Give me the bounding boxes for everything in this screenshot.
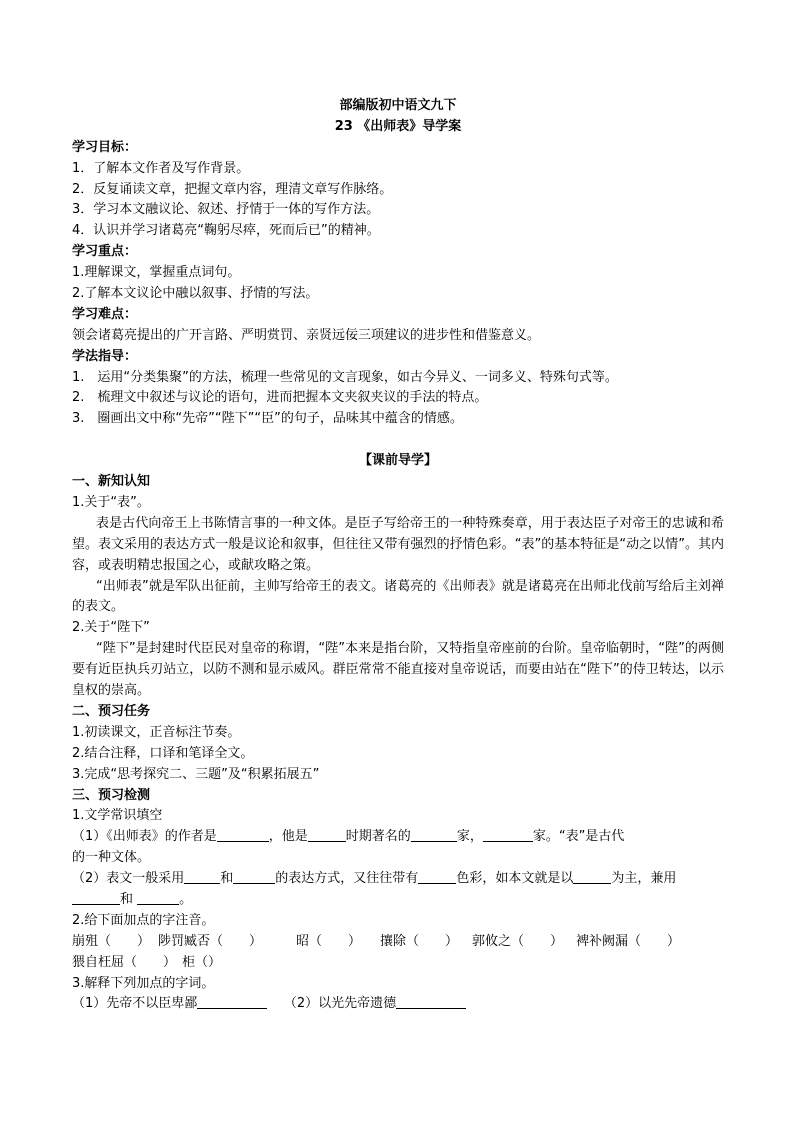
section3-title: 三、预习检测 <box>72 787 151 803</box>
method-item: 2. 梳理文中叙述与议论的语句，进而把握本文夹叙夹议的手法的特点。 <box>72 390 488 406</box>
explain-row: （1）先帝不以臣卑鄙 （2）以光先帝遗德 <box>72 994 724 1015</box>
answer-blank[interactable] <box>573 869 611 884</box>
pinyin-item: 昭（ ） <box>296 933 362 949</box>
section3-sub1: 1.文学常识填空 <box>72 808 163 824</box>
difficulty-text: 领会诸葛亮提出的广开言路、严明赏罚、亲贤远佞三项建议的进步性和借鉴意义。 <box>72 327 541 343</box>
method-item: 3. 圈画出文中称“先帝”“陛下”“臣”的句子，品味其中蕴含的情感。 <box>72 411 463 427</box>
answer-blank[interactable] <box>137 890 179 905</box>
task-item: 3.完成“思考探究二、三题”及“积累拓展五” <box>72 766 320 782</box>
pinyin-item: 陟罚臧否（ ） <box>158 933 263 949</box>
pinyin-row-2 <box>72 953 724 974</box>
preclass-heading: 【课前导学】 <box>358 453 437 469</box>
pinyin-item: 崩殂（ ） <box>72 933 151 949</box>
difficulty-heading: 学习难点： <box>72 306 138 322</box>
section1-paragraph-2: “出师表”就是军队出征前，主帅写给帝王的表文。诸葛亮的《出师表》就是诸葛亮在出师北伐前写给后主刘禅的表文。 <box>72 578 724 615</box>
answer-blank[interactable] <box>483 827 533 842</box>
goal-item: 2．反复诵读文章，把握文章内容，理清文章写作脉络。 <box>72 181 393 197</box>
goal-item: 3．学习本文融议论、叙述、抒情于一体的写作方法。 <box>72 202 380 218</box>
answer-blank[interactable] <box>217 827 269 842</box>
section2-title: 二、预习任务 <box>72 703 151 719</box>
key-points-heading: 学习重点： <box>72 244 138 260</box>
task-item: 2.结合注释，口译和笔译全文。 <box>72 745 254 761</box>
answer-blank[interactable] <box>411 827 457 842</box>
section1-title: 一、新知认知 <box>72 474 151 490</box>
answer-blank[interactable] <box>308 827 346 842</box>
pinyin-item: 柜（） <box>182 954 222 970</box>
pinyin-item: 郭攸之（ ） <box>472 933 564 949</box>
answer-blank[interactable] <box>72 890 120 905</box>
fill-question-1-cont: 的一种文体。 <box>72 850 151 866</box>
goal-item: 4．认识并学习诸葛亮“鞠躬尽瘁，死而后已”的精神。 <box>72 223 380 239</box>
section3-sub2: 2.给下面加点的字注音。 <box>72 912 215 928</box>
pinyin-row-1 <box>72 932 724 953</box>
method-heading: 学法指导： <box>72 348 138 364</box>
document-page <box>72 96 724 1015</box>
key-point-item: 2.了解本文议论中融以叙事、抒情的写法。 <box>72 286 319 302</box>
section1-paragraph-3: “陛下”是封建时代臣民对皇帝的称谓，“陛”本来是指台阶，又特指皇帝座前的台阶。皇帝临朝时，“陛”的两侧要有近臣执兵刃站立，以防不测和显示威风。群臣常常不能直接对皇帝说话，而要由站在“陛下”的侍卫转达，以示皇权的崇高。 <box>72 641 724 699</box>
method-item: 1. 运用“分类集聚”的方法，梳理一些常见的文言现象，如古今异义、一词多义、特殊句式等。 <box>72 369 618 385</box>
document-subtitle: 23 《出师表》导学案 <box>334 118 462 134</box>
section1-sub1: 1.关于“表”。 <box>72 494 150 510</box>
task-item: 1.初读课文，正音标注节奏。 <box>72 724 241 740</box>
goals-heading: 学习目标： <box>72 139 138 155</box>
pinyin-item: 攘除（ ） <box>380 933 459 949</box>
key-point-item: 1.理解课文，掌握重点词句。 <box>72 265 241 281</box>
answer-blank[interactable] <box>197 994 267 1009</box>
fill-question-2-cont: 和 。 <box>72 890 724 911</box>
answer-blank[interactable] <box>184 869 220 884</box>
pinyin-item: 猥自枉屈（ ） <box>72 954 177 970</box>
answer-blank[interactable] <box>418 869 456 884</box>
pinyin-item: 裨补阙漏（ ） <box>576 933 681 949</box>
section3-sub3: 3.解释下列加点的字词。 <box>72 975 215 991</box>
section1-paragraph-1: 表是古代向帝王上书陈情言事的一种文体。是臣子写给帝王的一种特殊奏章，用于表达臣子对帝王的忠诚和希望。表文采用的表达方式一般是议论和叙事，但往往又带有强烈的抒情色彩。“表”的基本特征是“动之以情”。其内容，或表明精忠报国之心，或献攻略之策。 <box>72 515 724 573</box>
fill-question-1: （1）《出师表》的作者是 ，他是 时期著名的 家， 家。“表”是古代 <box>72 829 625 845</box>
answer-blank[interactable] <box>233 869 275 884</box>
section1-sub2: 2.关于“陛下” <box>72 620 150 636</box>
document-title: 部编版初中语文九下 <box>339 98 457 113</box>
goal-item: 1．了解本文作者及写作背景。 <box>72 160 250 176</box>
fill-question-2: （2）表文一般采用 和 的表达方式，又往往带有 色彩，如本文就是以 为主，兼用 <box>72 871 677 887</box>
answer-blank[interactable] <box>396 994 466 1009</box>
